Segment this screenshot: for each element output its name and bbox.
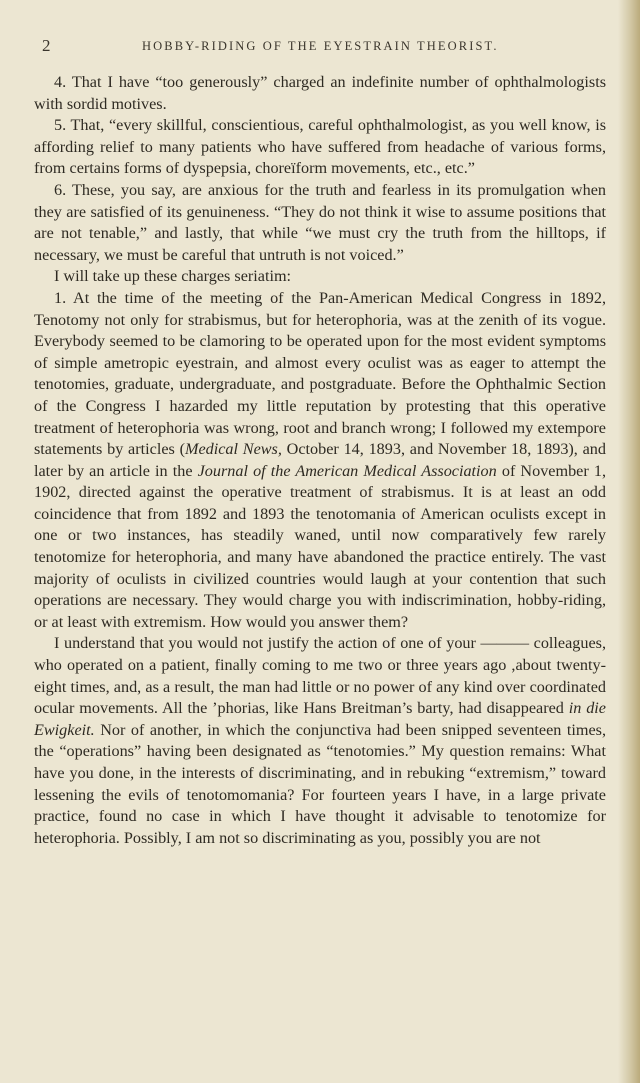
- colleagues-text-b: Nor of another, in which the conjunctiva had been snipped seventeen times, the “operations” having been designated as “tenotomies.” My question remains: What have you done, in the interests of discriminating, and in rebuking “extremism,” toward lessening the evils of tenotomomania? For fourteen years I have, in a large private practice, found no case in which I have thought it advisable to tenotomize for heterophoria. Possibly, I am not so discriminating as you, possibly you are not: [34, 720, 606, 847]
- body-text: [34, 72, 606, 849]
- paragraph-charge-4: 4. That I have “too generously” charged an indefinite number of ophthalmologists with sordid motives.: [34, 73, 606, 113]
- page-header: [42, 36, 602, 60]
- page-edge-shadow: [618, 0, 640, 1083]
- running-head: HOBBY-RIDING OF THE EYESTRAIN THEORIST.: [142, 39, 499, 53]
- paragraph-charge-6: 6. These, you say, are anxious for the truth and fearless in its promulgation when they are satisfied of its genuineness. “They do not think it wise to assume positions that are not tenable,” and lastly, that while “we must cry the truth from the hilltops, if necessary, we must be careful that untruth is not voiced.”: [34, 180, 606, 264]
- answer-1-text-a: 1. At the time of the meeting of the Pan-American Medical Congress in 1892, Tenotomy not only for strabismus, but for heterophoria, was at the zenith of its vogue. Everybody seemed to be clamoring to be operated upon for the most evident symptoms of simple ametropic eyestrain, and almost every oculist was as eager to attempt the tenotomies, graduate, undergraduate, and postgraduate. Before the Ophthalmic Section of the Congress I hazarded my little reputation by protesting that this operative treatment of heterophoria was wrong, root and branch wrong; I followed my extempore statements by articles (: [34, 288, 606, 459]
- citation-jama: Journal of the American Medical Association: [197, 461, 497, 480]
- answer-1-text-b: October 14, 1893, and November 18, 1893), and later by an article in the: [34, 440, 606, 480]
- page-number: 2: [42, 36, 51, 55]
- answer-1-text-c: of November 1, 1902, directed against the operative treatment of strabismus. It is at least an odd coincidence that from 1892 and 1893 the tenotomania of American oculists except in one or two instances, has steadily waned, until now comparatively few rarely tenotomize for heterophoria, and many have abandoned the practice entirely. The vast majority of oculists in civilized countries would laugh at your contention that such operations are necessary. They would charge you with indiscrimination, hobby-riding, or at least with extremism. How would you answer them?: [34, 461, 606, 631]
- paragraph-answer-1: [34, 288, 606, 634]
- colleagues-text-a: I understand that you would not justify the action of one of your ——— colleagues, who operated on a patient, finally coming to me two or three years ago ,about twenty-eight times, and, as a result, the man had little or no power of any kind over coordinated ocular movements. All the ’phorias, like Hans Breitman’s barty, had disappeared: [34, 634, 606, 718]
- paragraph-seriatim: I will take up these charges seriatim:: [54, 267, 292, 286]
- phrase-ewigkeit: in die Ewigkeit.: [34, 699, 606, 739]
- paragraph-colleagues: [34, 633, 606, 849]
- citation-medical-news: Medical News,: [184, 440, 282, 459]
- paragraph-charge-5: 5. That, “every skillful, conscientious, careful ophthalmologist, as you well know, is affording relief to many patients who have suffered from headache of various forms, from certains forms of dyspepsia, choreïform movements, etc., etc.”: [34, 116, 606, 178]
